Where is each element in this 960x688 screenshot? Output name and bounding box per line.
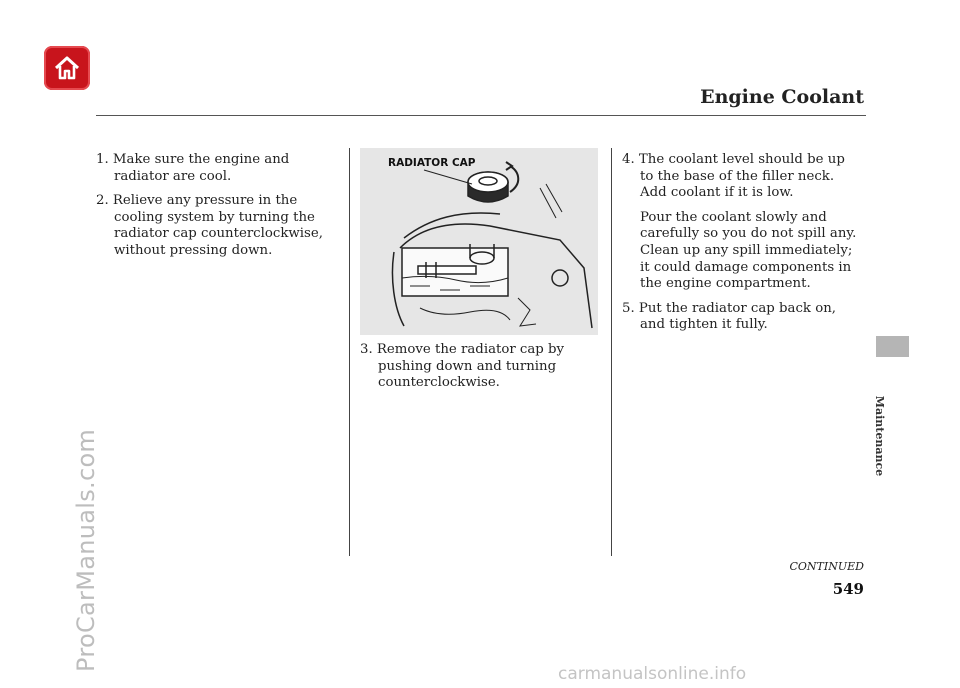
home-icon (52, 53, 82, 83)
page-title: Engine Coolant (700, 86, 864, 108)
watermark-bottom: carmanualsonline.info (558, 664, 747, 684)
step-3: 3. Remove the radiator cap by pushing down and turning counterclockwise. (360, 342, 565, 391)
step-2: 2. Relieve any pressure in the cooling system by turning the radiator cap counterclockwise, without pressing down. (96, 193, 323, 258)
continued-label: CONTINUED (789, 560, 864, 573)
side-tab-label: Maintenance (873, 395, 886, 477)
column-2 (360, 342, 604, 400)
step-5: 5. Put the radiator cap back on, and tighten it fully. (622, 300, 836, 333)
column-1 (96, 152, 342, 268)
step-4: 4. The coolant level should be up to the base of the filler neck. Add coolant if it is low. (622, 152, 845, 201)
home-button[interactable] (44, 46, 90, 90)
column-divider-2 (611, 148, 612, 556)
side-tab-marker[interactable] (876, 336, 909, 357)
column-3 (622, 152, 860, 342)
watermark-left: ProCarManuals.com (72, 428, 100, 672)
title-rule (96, 115, 866, 116)
column-divider-1 (349, 148, 350, 556)
step-4-note: Pour the coolant slowly and carefully so you do not spill any. Clean up any spill immediately; it could damage components in the engine compartment. (640, 209, 857, 292)
radiator-cap-drawing (360, 148, 598, 335)
radiator-cap-illustration (360, 148, 598, 335)
page-number: 549 (832, 580, 864, 598)
illustration-label: RADIATOR CAP (388, 157, 476, 169)
step-1: 1. Make sure the engine and radiator are cool. (96, 152, 290, 184)
